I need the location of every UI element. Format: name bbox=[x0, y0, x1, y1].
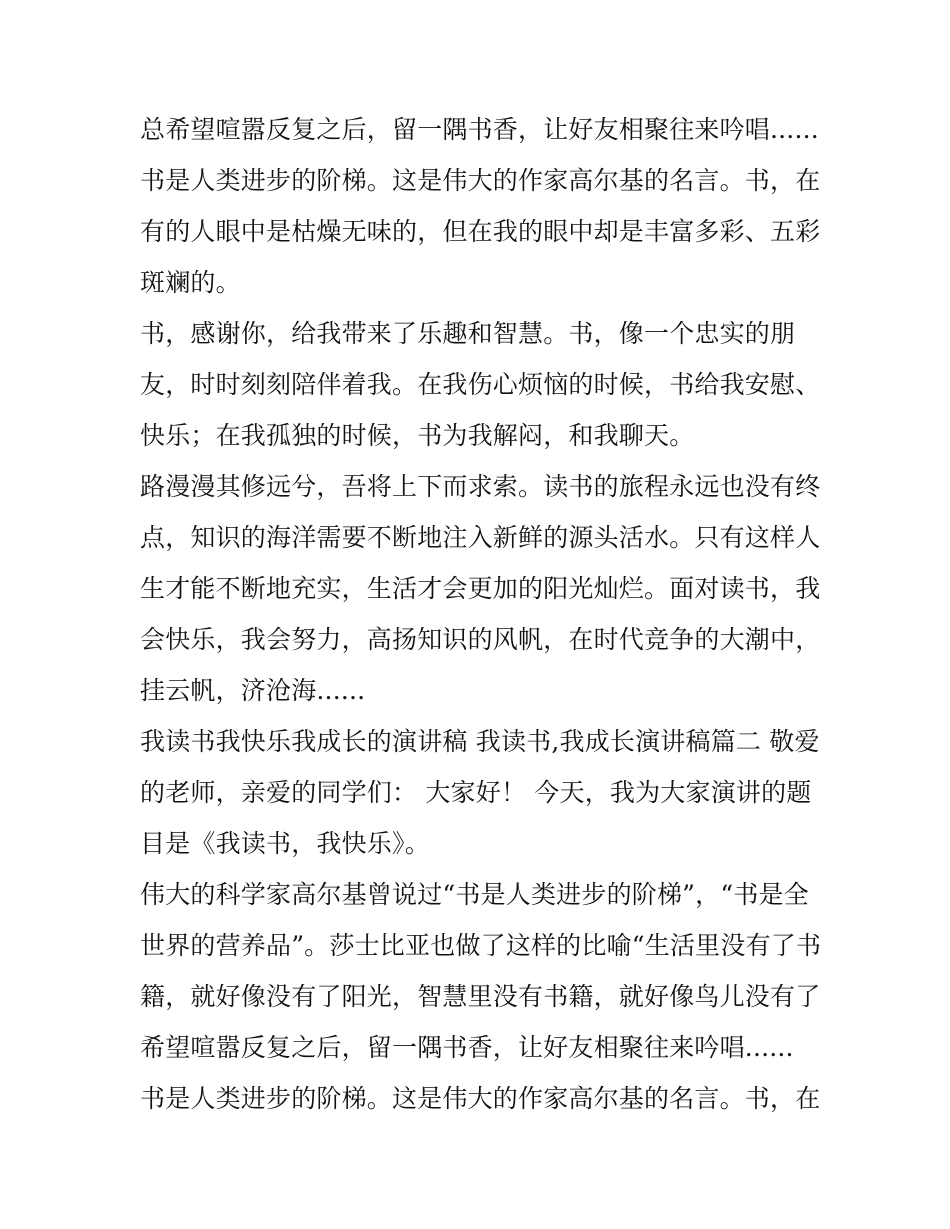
text-line: 友，时时刻刻陪伴着我。在我伤心烦恼的时候，书给我安慰、 bbox=[140, 370, 821, 399]
text-line: 挂云帆，济沧海...... bbox=[140, 676, 366, 705]
text-line: 路漫漫其修远兮，吾将上下而求索。读书的旅程永远也没有终 bbox=[140, 472, 821, 501]
text-line: 的老师，亲爱的同学们： 大家好！ 今天，我为大家演讲的题 bbox=[140, 778, 812, 807]
text-line: 会快乐，我会努力，高扬知识的风帆，在时代竞争的大潮中， bbox=[140, 625, 821, 654]
text-line: 有的人眼中是枯燥无味的，但在我的眼中却是丰富多彩、五彩 bbox=[140, 217, 821, 246]
text-line: 我读书我快乐我成长的演讲稿 我读书,我成长演讲稿篇二 敬爱 bbox=[140, 727, 820, 756]
text-line: 总希望喧嚣反复之后，留一隅书香，让好友相聚往来吟唱...... bbox=[140, 115, 819, 144]
text-line: 生才能不断地充实，生活才会更加的阳光灿烂。面对读书，我 bbox=[140, 574, 821, 603]
text-line: 快乐；在我孤独的时候，书为我解闷，和我聊天。 bbox=[140, 421, 695, 450]
document-body bbox=[140, 104, 820, 1124]
text-line: 书是人类进步的阶梯。这是伟大的作家高尔基的名言。书，在 bbox=[140, 1084, 821, 1113]
text-line: 书，感谢你，给我带来了乐趣和智慧。书，像一个忠实的朋 bbox=[140, 319, 796, 348]
text-line: 希望喧嚣反复之后，留一隅书香，让好友相聚往来吟唱...... bbox=[140, 1033, 794, 1062]
text-line: 伟大的科学家高尔基曾说过“书是人类进步的阶梯”，“书是全 bbox=[140, 880, 809, 909]
text-line: 书是人类进步的阶梯。这是伟大的作家高尔基的名言。书，在 bbox=[140, 166, 821, 195]
text-line: 目是《我读书，我快乐》。 bbox=[140, 829, 430, 858]
text-line: 籍，就好像没有了阳光，智慧里没有书籍，就好像鸟儿没有了 bbox=[140, 982, 821, 1011]
text-line: 点，知识的海洋需要不断地注入新鲜的源头活水。只有这样人 bbox=[140, 523, 821, 552]
text-line: 世界的营养品”。莎士比亚也做了这样的比喻“生活里没有了书 bbox=[140, 931, 822, 960]
text-line: 斑斓的。 bbox=[140, 268, 241, 297]
